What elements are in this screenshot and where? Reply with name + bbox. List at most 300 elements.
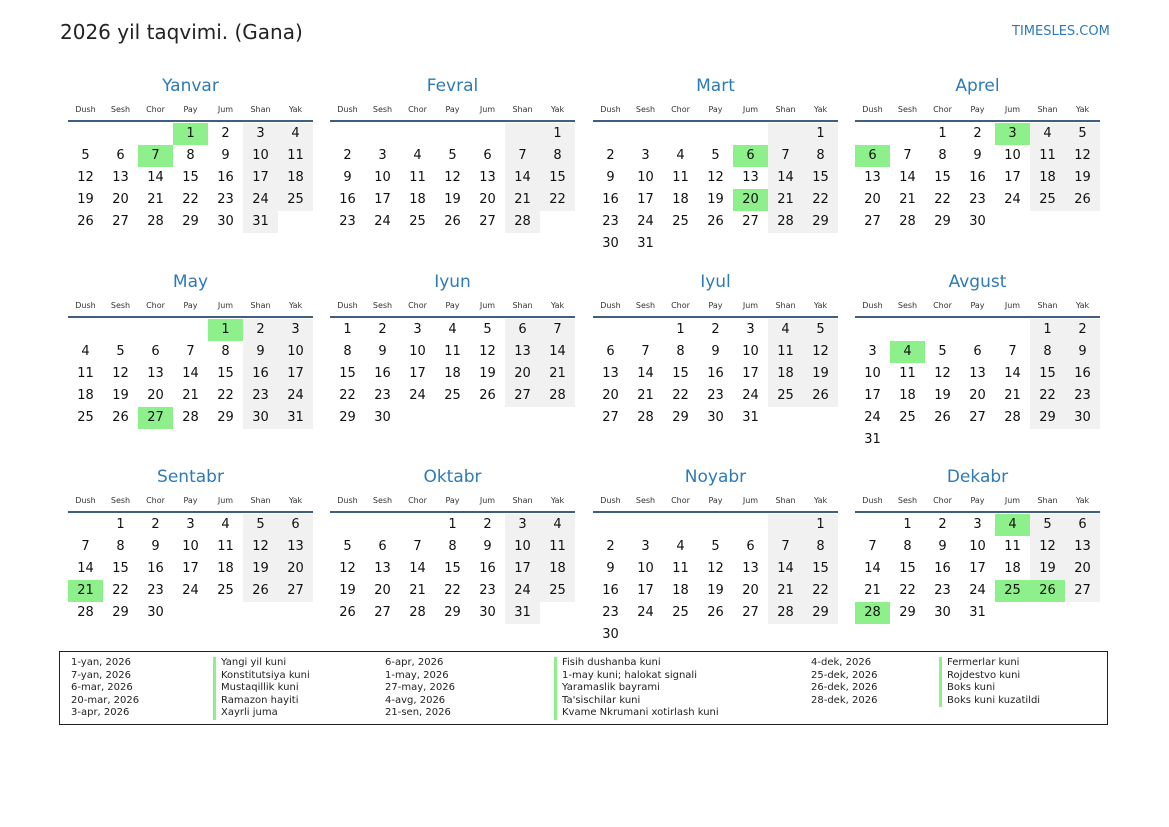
- day-cell: 23: [217, 192, 234, 207]
- day-cell: 2: [343, 148, 352, 163]
- legend-holiday-name: Fermerlar kuni: [939, 657, 1019, 670]
- day-grid: [330, 514, 575, 624]
- day-cell: 24: [742, 388, 759, 403]
- legend-holiday-name: Yaramaslik bayrami: [554, 682, 660, 695]
- weekday-label: Dush: [600, 496, 621, 505]
- weekday-label: Pay: [708, 496, 723, 505]
- weekday-header: [855, 102, 1100, 118]
- day-cell: 31: [505, 602, 540, 624]
- month-name: Avgust: [948, 272, 1007, 292]
- day-cell: 18: [278, 167, 313, 189]
- day-cell: 7: [768, 145, 803, 167]
- day-cell: 16: [147, 561, 164, 576]
- day-cell: 7: [540, 319, 575, 341]
- day-cell: 5: [1065, 123, 1100, 145]
- day-cell: 15: [899, 561, 916, 576]
- day-cell: 31: [243, 211, 278, 233]
- day-cell: 8: [1030, 341, 1065, 363]
- header-divider: [68, 120, 313, 122]
- day-cell: 14: [182, 366, 199, 381]
- day-cell: 20: [479, 192, 496, 207]
- day-cell: 2: [606, 148, 615, 163]
- day-cell: 22: [934, 192, 951, 207]
- day-cell: 8: [540, 145, 575, 167]
- day-cell: 31: [278, 407, 313, 429]
- weekday-label: Pay: [183, 496, 198, 505]
- day-cell: 3: [278, 319, 313, 341]
- day-cell: 13: [374, 561, 391, 576]
- weekday-header: [855, 493, 1100, 509]
- day-cell: 1: [903, 517, 912, 532]
- weekday-label: Jum: [479, 496, 496, 505]
- day-cell: 3: [413, 322, 422, 337]
- day-cell: 26: [77, 214, 94, 229]
- day-cell: 5: [243, 514, 278, 536]
- day-cell: 24: [637, 214, 654, 229]
- month-name: Yanvar: [162, 76, 219, 96]
- month-yanvar: [68, 74, 313, 233]
- legend-holiday-name: Ta'sischilar kuni: [554, 695, 640, 708]
- day-cell: 15: [444, 561, 461, 576]
- day-cell: 26: [707, 605, 724, 620]
- day-cell: 29: [803, 211, 838, 233]
- header-divider: [593, 120, 838, 122]
- empty-cell: [593, 514, 628, 536]
- legend-date: 6-mar, 2026: [71, 682, 133, 694]
- day-cell: 3: [505, 514, 540, 536]
- day-cell: 12: [112, 366, 129, 381]
- empty-cell: [768, 123, 803, 145]
- day-cell: 10: [1004, 148, 1021, 163]
- day-grid: [855, 123, 1100, 233]
- day-cell: 17: [637, 583, 654, 598]
- holiday-day-cell: 25: [995, 580, 1030, 602]
- day-grid: [330, 319, 575, 429]
- weekday-label: Jum: [479, 105, 496, 114]
- month-noyabr: [593, 465, 838, 646]
- weekday-label: Chor: [146, 496, 165, 505]
- day-cell: 5: [448, 148, 457, 163]
- day-cell: 20: [1065, 558, 1100, 580]
- day-cell: 25: [768, 385, 803, 407]
- day-cell: 30: [1065, 407, 1100, 429]
- day-cell: 27: [479, 214, 496, 229]
- header-divider: [330, 511, 575, 513]
- legend-holiday-name: Kvame Nkrumani xotirlash kuni: [554, 707, 719, 720]
- day-cell: 3: [243, 123, 278, 145]
- day-cell: 20: [864, 192, 881, 207]
- day-cell: 14: [899, 170, 916, 185]
- day-cell: 28: [899, 214, 916, 229]
- weekday-label: Yak: [813, 301, 828, 310]
- day-cell: 16: [602, 583, 619, 598]
- day-cell: 1: [343, 322, 352, 337]
- weekday-label: Shan: [775, 105, 796, 114]
- day-cell: 17: [969, 561, 986, 576]
- day-cell: 12: [243, 536, 278, 558]
- day-cell: 20: [112, 192, 129, 207]
- day-cell: 23: [969, 192, 986, 207]
- month-fevral: [330, 74, 575, 233]
- weekday-label: Chor: [671, 496, 690, 505]
- day-cell: 2: [483, 517, 492, 532]
- day-cell: 5: [1030, 514, 1065, 536]
- empty-cell: [173, 319, 208, 341]
- day-cell: 18: [1030, 167, 1065, 189]
- weekday-label: Shan: [512, 105, 533, 114]
- weekday-label: Yak: [288, 496, 303, 505]
- weekday-label: Dush: [337, 301, 358, 310]
- weekday-label: Shan: [775, 301, 796, 310]
- legend-date: 1-yan, 2026: [71, 657, 131, 668]
- holiday-day-cell: 20: [733, 189, 768, 211]
- weekday-label: Yak: [1075, 105, 1090, 114]
- day-cell: 22: [540, 189, 575, 211]
- day-cell: 18: [77, 388, 94, 403]
- weekday-label: Shan: [512, 301, 533, 310]
- day-cell: 1: [938, 126, 947, 141]
- day-cell: 6: [746, 539, 755, 554]
- day-cell: 12: [707, 170, 724, 185]
- day-cell: 29: [934, 214, 951, 229]
- day-cell: 19: [934, 388, 951, 403]
- weekday-label: Yak: [1075, 496, 1090, 505]
- day-cell: 2: [938, 517, 947, 532]
- weekday-label: Sesh: [635, 105, 656, 114]
- day-cell: 9: [606, 561, 615, 576]
- weekday-label: Dush: [600, 105, 621, 114]
- day-cell: 24: [864, 410, 881, 425]
- day-cell: 29: [899, 605, 916, 620]
- day-cell: 22: [899, 583, 916, 598]
- day-cell: 17: [637, 192, 654, 207]
- day-cell: 9: [973, 148, 982, 163]
- day-cell: 3: [868, 344, 877, 359]
- weekday-label: Jum: [1004, 105, 1021, 114]
- empty-cell: [995, 319, 1030, 341]
- day-cell: 22: [672, 388, 689, 403]
- day-cell: 11: [409, 170, 426, 185]
- day-cell: 20: [278, 558, 313, 580]
- day-cell: 28: [147, 214, 164, 229]
- header-divider: [68, 316, 313, 318]
- legend-holiday-name: Fisih dushanba kuni: [554, 657, 661, 670]
- day-cell: 11: [278, 145, 313, 167]
- legend-holiday-name: Yangi yil kuni: [213, 657, 286, 670]
- day-cell: 22: [1030, 385, 1065, 407]
- legend-date: 3-apr, 2026: [71, 707, 130, 719]
- day-cell: 17: [374, 192, 391, 207]
- day-cell: 4: [221, 517, 230, 532]
- day-cell: 23: [707, 388, 724, 403]
- day-cell: 6: [116, 148, 125, 163]
- holiday-day-cell: 27: [138, 407, 173, 429]
- day-cell: 4: [540, 514, 575, 536]
- legend-holiday-name: Boks kuni kuzatildi: [939, 695, 1040, 708]
- legend-date: 20-mar, 2026: [71, 694, 140, 706]
- day-cell: 6: [378, 539, 387, 554]
- header-divider: [855, 120, 1100, 122]
- month-sentabr: [68, 465, 313, 624]
- holiday-day-cell: 28: [855, 602, 890, 624]
- day-cell: 11: [77, 366, 94, 381]
- day-cell: 1: [1030, 319, 1065, 341]
- day-cell: 5: [803, 319, 838, 341]
- month-name: Mart: [696, 76, 735, 96]
- day-cell: 16: [707, 366, 724, 381]
- header-divider: [593, 511, 838, 513]
- weekday-label: Sesh: [897, 301, 918, 310]
- weekday-header: [330, 102, 575, 118]
- day-cell: 11: [899, 366, 916, 381]
- day-grid: [593, 514, 838, 646]
- day-cell: 12: [707, 561, 724, 576]
- day-cell: 19: [444, 192, 461, 207]
- day-cell: 13: [479, 170, 496, 185]
- day-cell: 15: [803, 167, 838, 189]
- month-name: Fevral: [426, 76, 479, 96]
- day-cell: 26: [1065, 189, 1100, 211]
- day-cell: 7: [1008, 344, 1017, 359]
- day-cell: 25: [672, 214, 689, 229]
- day-cell: 24: [278, 385, 313, 407]
- day-cell: 24: [505, 580, 540, 602]
- holiday-day-cell: 3: [995, 123, 1030, 145]
- weekday-label: Pay: [970, 496, 985, 505]
- day-cell: 10: [505, 536, 540, 558]
- empty-cell: [593, 123, 628, 145]
- day-cell: 23: [479, 583, 496, 598]
- empty-cell: [138, 319, 173, 341]
- day-cell: 12: [77, 170, 94, 185]
- day-cell: 6: [1065, 514, 1100, 536]
- weekday-label: Pay: [708, 301, 723, 310]
- day-cell: 12: [444, 170, 461, 185]
- legend-date: 4-avg, 2026: [385, 694, 446, 706]
- month-iyun: [330, 270, 575, 429]
- day-cell: 7: [413, 539, 422, 554]
- day-cell: 13: [112, 170, 129, 185]
- day-cell: 15: [339, 366, 356, 381]
- day-cell: 27: [864, 214, 881, 229]
- day-cell: 8: [343, 344, 352, 359]
- day-cell: 2: [243, 319, 278, 341]
- legend-date: 4-dek, 2026: [811, 657, 872, 668]
- day-cell: 14: [77, 561, 94, 576]
- day-cell: 24: [409, 388, 426, 403]
- day-cell: 27: [374, 605, 391, 620]
- day-cell: 30: [707, 410, 724, 425]
- day-cell: 31: [742, 410, 759, 425]
- day-cell: 18: [899, 388, 916, 403]
- day-cell: 6: [973, 344, 982, 359]
- day-cell: 9: [343, 170, 352, 185]
- weekday-header: [330, 298, 575, 314]
- day-cell: 3: [973, 517, 982, 532]
- day-cell: 17: [1004, 170, 1021, 185]
- weekday-label: Shan: [1037, 105, 1058, 114]
- day-cell: 21: [768, 580, 803, 602]
- day-cell: 30: [602, 236, 619, 251]
- day-cell: 23: [147, 583, 164, 598]
- day-cell: 3: [641, 148, 650, 163]
- day-cell: 10: [637, 170, 654, 185]
- day-cell: 11: [540, 536, 575, 558]
- empty-cell: [68, 123, 103, 145]
- day-cell: 31: [864, 432, 881, 447]
- day-cell: 13: [602, 366, 619, 381]
- day-cell: 18: [540, 558, 575, 580]
- day-cell: 7: [641, 344, 650, 359]
- day-grid: [330, 123, 575, 233]
- day-cell: 22: [182, 192, 199, 207]
- weekday-label: Pay: [708, 105, 723, 114]
- weekday-header: [68, 102, 313, 118]
- day-cell: 24: [1004, 192, 1021, 207]
- day-cell: 24: [182, 583, 199, 598]
- holiday-legend: [59, 651, 1108, 725]
- weekday-label: Dush: [600, 301, 621, 310]
- weekday-header: [593, 493, 838, 509]
- day-cell: 14: [540, 341, 575, 363]
- empty-cell: [365, 514, 400, 536]
- day-cell: 2: [221, 126, 230, 141]
- day-cell: 4: [676, 539, 685, 554]
- day-cell: 17: [278, 363, 313, 385]
- day-cell: 6: [151, 344, 160, 359]
- day-cell: 10: [374, 170, 391, 185]
- weekday-label: Pay: [445, 301, 460, 310]
- day-cell: 16: [602, 192, 619, 207]
- day-cell: 11: [217, 539, 234, 554]
- day-cell: 29: [217, 410, 234, 425]
- empty-cell: [628, 319, 663, 341]
- day-cell: 7: [505, 145, 540, 167]
- weekday-label: Sesh: [897, 496, 918, 505]
- day-cell: 24: [637, 605, 654, 620]
- holiday-day-cell: 21: [68, 580, 103, 602]
- empty-cell: [733, 514, 768, 536]
- day-cell: 30: [969, 214, 986, 229]
- day-cell: 23: [339, 214, 356, 229]
- weekday-label: Pay: [445, 496, 460, 505]
- day-cell: 17: [742, 366, 759, 381]
- day-cell: 2: [606, 539, 615, 554]
- day-cell: 4: [413, 148, 422, 163]
- day-cell: 27: [742, 214, 759, 229]
- day-cell: 30: [479, 605, 496, 620]
- month-iyul: [593, 270, 838, 429]
- day-cell: 14: [147, 170, 164, 185]
- day-cell: 14: [768, 558, 803, 580]
- day-cell: 22: [112, 583, 129, 598]
- day-cell: 14: [637, 366, 654, 381]
- day-cell: 14: [864, 561, 881, 576]
- weekday-label: Jum: [217, 105, 234, 114]
- day-cell: 5: [938, 344, 947, 359]
- day-cell: 7: [903, 148, 912, 163]
- weekday-label: Shan: [512, 496, 533, 505]
- day-cell: 26: [707, 214, 724, 229]
- empty-cell: [330, 123, 365, 145]
- holiday-day-cell: 1: [208, 319, 243, 341]
- day-cell: 9: [606, 170, 615, 185]
- day-cell: 28: [505, 211, 540, 233]
- day-cell: 18: [768, 363, 803, 385]
- brand-link[interactable]: TIMESLES.COM: [1012, 24, 1110, 39]
- legend-holiday-name: Rojdestvo kuni: [939, 670, 1020, 683]
- empty-cell: [103, 123, 138, 145]
- day-grid: [593, 123, 838, 255]
- weekday-label: Shan: [1037, 496, 1058, 505]
- weekday-label: Chor: [671, 301, 690, 310]
- weekday-label: Yak: [1075, 301, 1090, 310]
- day-cell: 7: [81, 539, 90, 554]
- day-cell: 3: [186, 517, 195, 532]
- day-cell: 19: [1065, 167, 1100, 189]
- day-cell: 6: [483, 148, 492, 163]
- header-divider: [593, 316, 838, 318]
- day-cell: 23: [374, 388, 391, 403]
- day-cell: 9: [243, 341, 278, 363]
- day-cell: 26: [803, 385, 838, 407]
- weekday-label: Sesh: [372, 496, 393, 505]
- day-cell: 1: [448, 517, 457, 532]
- day-cell: 12: [934, 366, 951, 381]
- empty-cell: [330, 514, 365, 536]
- day-cell: 25: [672, 605, 689, 620]
- weekday-label: Sesh: [110, 105, 131, 114]
- weekday-label: Pay: [445, 105, 460, 114]
- month-name: Noyabr: [684, 467, 747, 487]
- day-cell: 6: [505, 319, 540, 341]
- day-cell: 5: [116, 344, 125, 359]
- day-cell: 4: [81, 344, 90, 359]
- day-cell: 21: [540, 363, 575, 385]
- day-cell: 16: [1065, 363, 1100, 385]
- weekday-label: Sesh: [635, 301, 656, 310]
- weekday-label: Pay: [970, 105, 985, 114]
- day-cell: 16: [217, 170, 234, 185]
- day-cell: 15: [540, 167, 575, 189]
- month-name: Oktabr: [423, 467, 482, 487]
- weekday-header: [68, 298, 313, 314]
- day-cell: 20: [602, 388, 619, 403]
- day-cell: 25: [1030, 189, 1065, 211]
- day-cell: 23: [1065, 385, 1100, 407]
- header-divider: [330, 120, 575, 122]
- day-cell: 9: [938, 539, 947, 554]
- empty-cell: [663, 123, 698, 145]
- header-divider: [855, 511, 1100, 513]
- day-cell: 24: [969, 583, 986, 598]
- legend-holiday-name: Ramazon hayiti: [213, 695, 298, 708]
- day-cell: 30: [602, 627, 619, 642]
- weekday-header: [330, 493, 575, 509]
- legend-date: 27-may, 2026: [385, 682, 455, 694]
- day-cell: 19: [243, 558, 278, 580]
- day-cell: 21: [637, 388, 654, 403]
- legend-date: 7-yan, 2026: [71, 669, 131, 681]
- day-cell: 2: [1065, 319, 1100, 341]
- weekday-label: Dush: [75, 301, 96, 310]
- day-cell: 29: [444, 605, 461, 620]
- day-cell: 10: [864, 366, 881, 381]
- holiday-day-cell: 1: [173, 123, 208, 145]
- weekday-label: Yak: [288, 301, 303, 310]
- day-cell: 14: [1004, 366, 1021, 381]
- day-cell: 25: [899, 410, 916, 425]
